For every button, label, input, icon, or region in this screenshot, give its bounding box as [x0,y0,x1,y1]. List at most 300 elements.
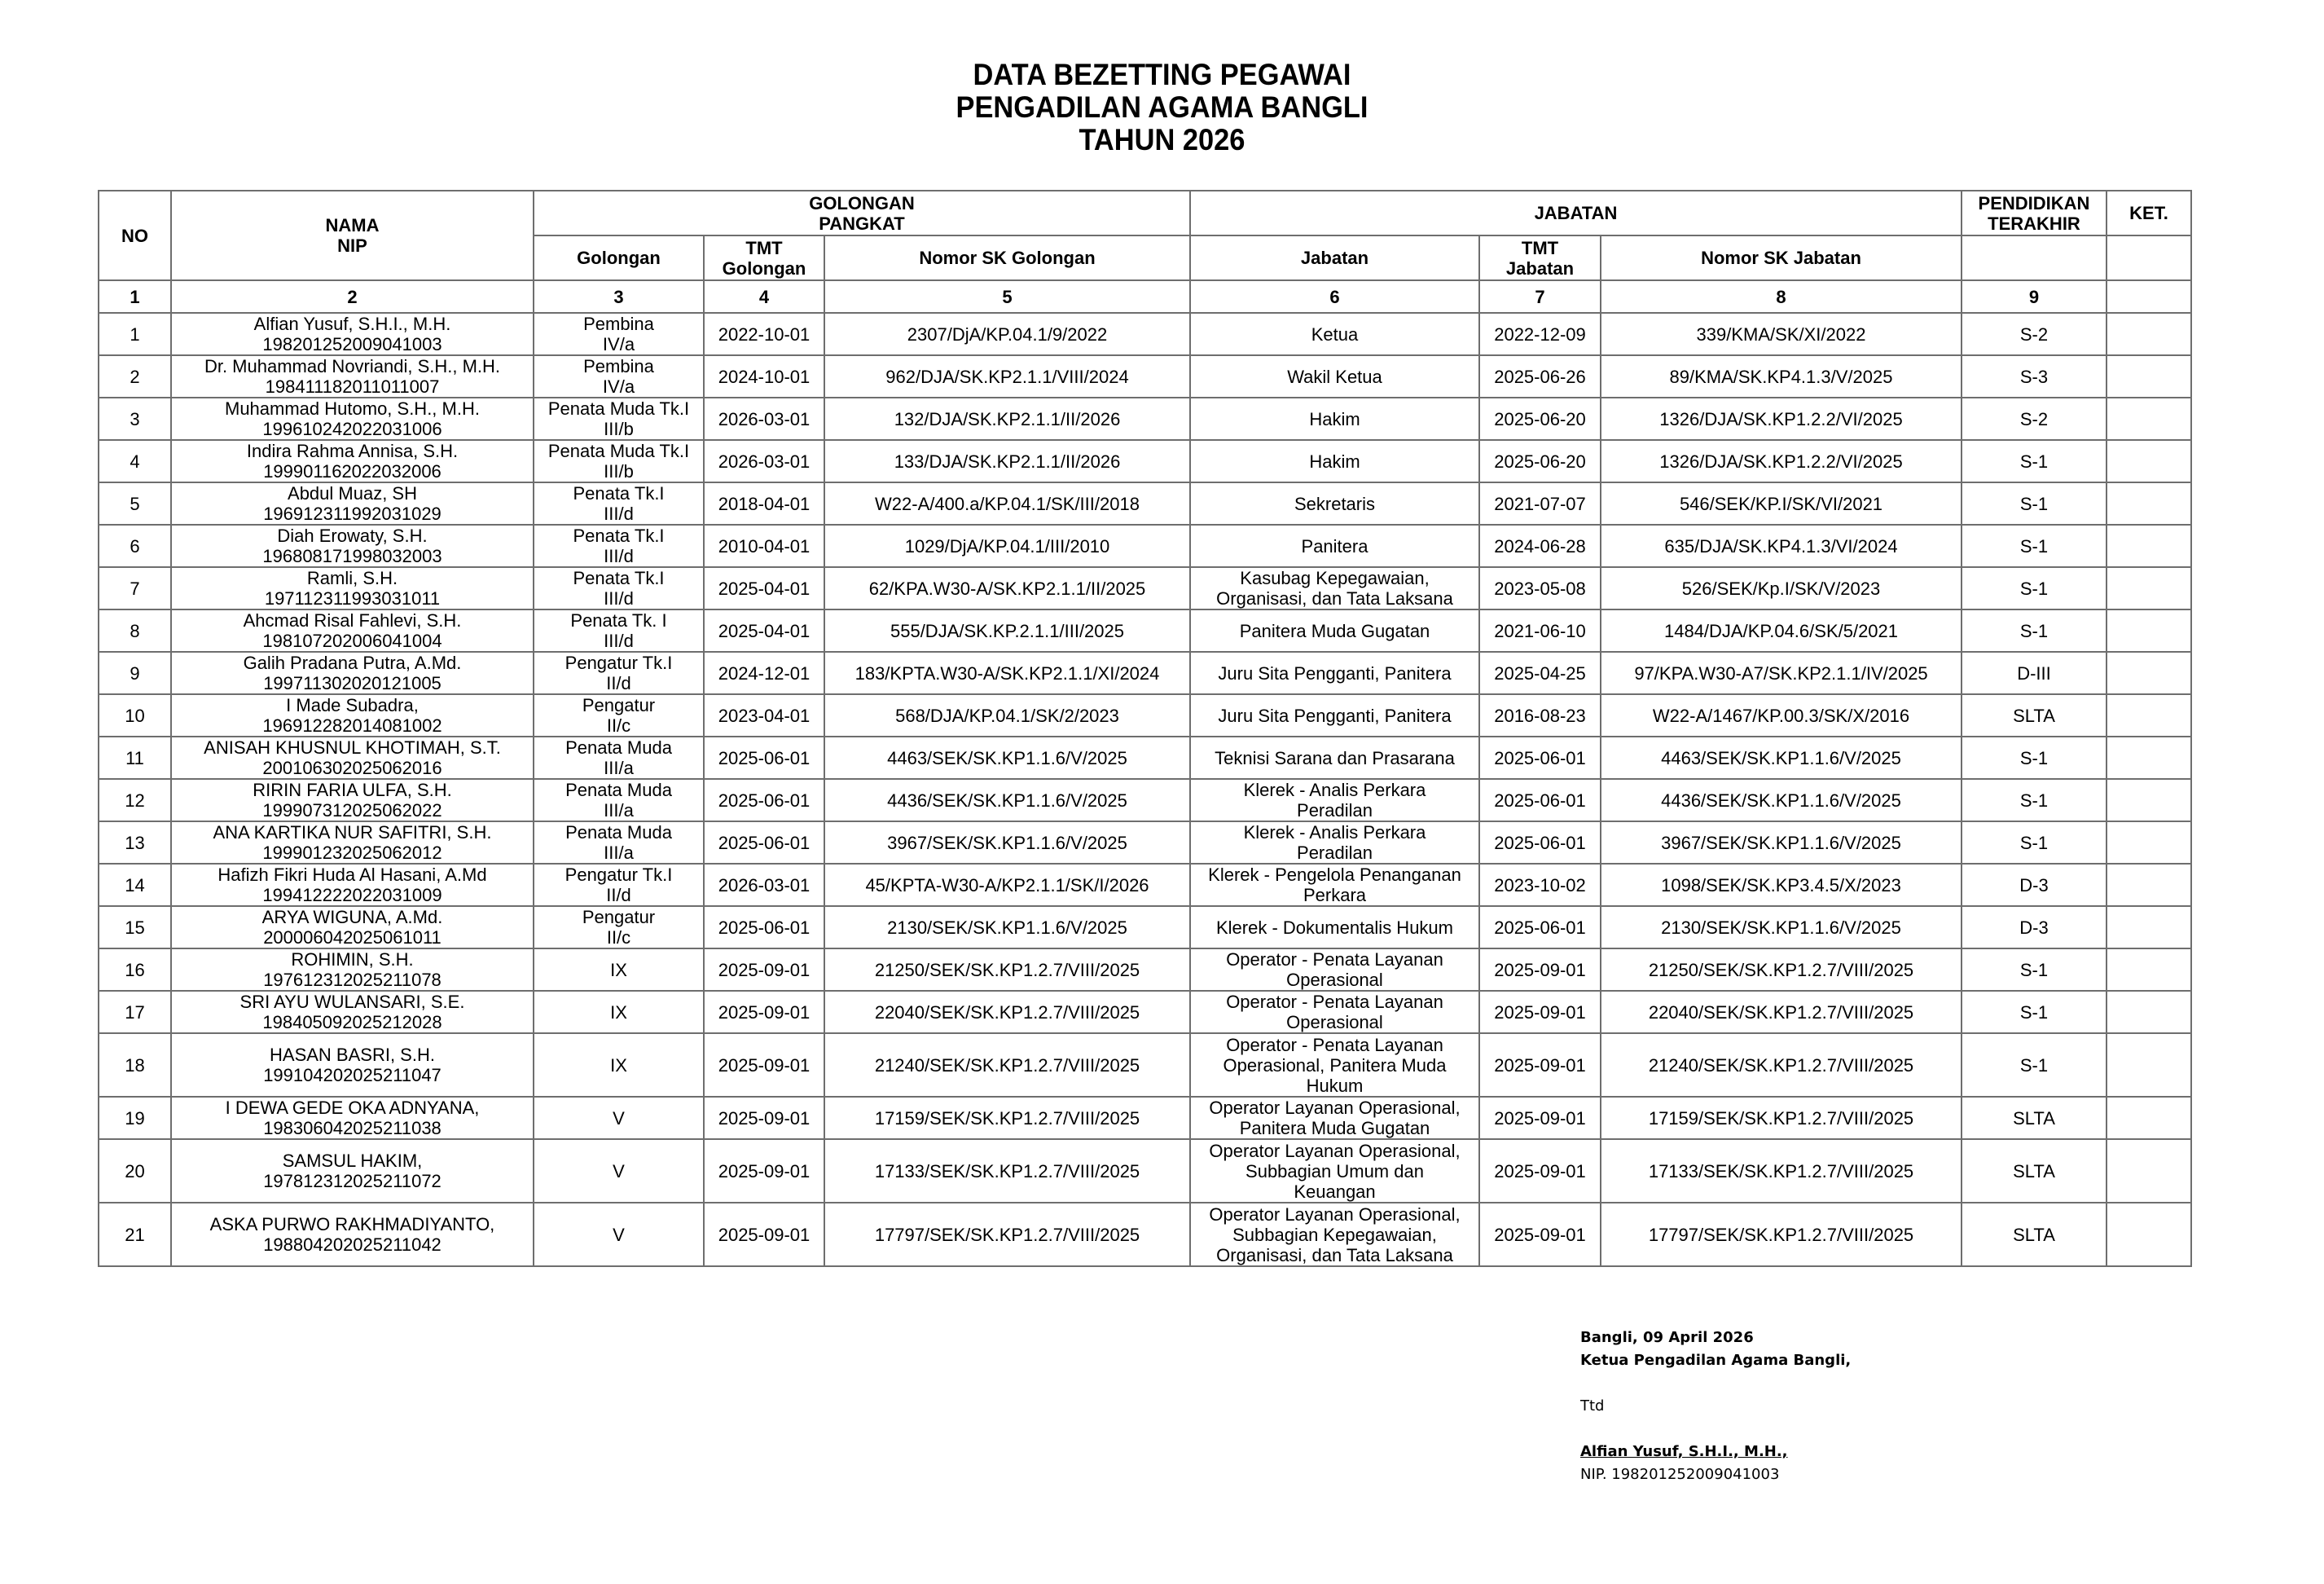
cell-tmt-jabatan: 2025-09-01 [1479,1033,1601,1097]
header-nip: NIP [337,235,367,256]
jabatan-line: Subbagian Umum dan [1245,1160,1424,1181]
cell-jabatan [1190,1139,1479,1203]
signature-ttd: Ttd [1580,1397,1605,1415]
cell-no: 19 [99,1097,171,1139]
cell-nama-nip [171,482,534,525]
cell-ket [2107,398,2191,440]
cell-tmt-jabatan: 2022-12-09 [1479,313,1601,355]
employee-nip: 197112311993031011 [264,588,441,609]
employee-nip: 198306042025211038 [263,1118,442,1138]
cell-golongan [534,567,704,609]
jabatan-line: Teknisi Sarana dan Prasarana [1215,747,1455,768]
cell-sk-golongan: 45/KPTA-W30-A/KP2.1.1/SK/I/2026 [824,864,1190,906]
golongan: IX [610,1054,627,1076]
golongan: III/d [604,504,634,524]
header-tmt-golongan-line2: Golongan [722,257,806,279]
cell-sk-golongan: 183/KPTA.W30-A/SK.KP2.1.1/XI/2024 [824,652,1190,694]
employee-name: ANISAH KHUSNUL KHOTIMAH, S.T. [204,737,501,758]
cell-tmt-golongan: 2025-04-01 [704,609,824,652]
golongan: II/c [606,927,631,948]
cell-nama-nip [171,440,534,482]
cell-sk-golongan: 2130/SEK/SK.KP1.1.6/V/2025 [824,906,1190,948]
cell-nama-nip [171,694,534,737]
cell-jabatan [1190,864,1479,906]
table-row [99,694,2191,737]
bezetting-table [98,190,2192,1267]
cell-golongan [534,1097,704,1139]
golongan: III/a [604,843,634,863]
employee-nip: 199901162022032006 [263,461,442,482]
cell-nama-nip [171,821,534,864]
cell-tmt-jabatan: 2025-06-01 [1479,779,1601,821]
employee-name: ASKA PURWO RAKHMADIYANTO, [209,1214,495,1234]
cell-pendidikan: S-1 [1962,991,2107,1033]
pangkat: Penata Muda [565,737,672,758]
cell-ket [2107,567,2191,609]
employee-name: SRI AYU WULANSARI, S.E. [239,992,465,1012]
employee-nip: 197612312025211078 [263,970,442,990]
cell-ket [2107,1203,2191,1266]
pangkat: Penata Tk.I [573,526,665,546]
employee-name: Dr. Muhammad Novriandi, S.H., M.H. [204,356,501,376]
pangkat: Penata Tk.I [573,568,665,588]
employee-nip: 197812312025211072 [263,1171,442,1191]
jabatan-line: Subbagian Kepegawaian, [1232,1224,1437,1245]
employee-nip: 198411182011011007 [265,376,440,397]
cell-nama-nip [171,1203,534,1266]
cell-jabatan [1190,440,1479,482]
cell-no: 2 [99,355,171,398]
employee-nip: 199412222022031009 [262,885,442,905]
cell-jabatan [1190,313,1479,355]
employee-nip: 198804202025211042 [263,1234,442,1255]
cell-sk-golongan: 4436/SEK/SK.KP1.1.6/V/2025 [824,779,1190,821]
cell-no: 1 [99,313,171,355]
golongan: III/b [604,419,634,439]
column-number: 5 [824,280,1190,313]
cell-no: 16 [99,948,171,991]
cell-sk-jabatan: 17159/SEK/SK.KP1.2.7/VIII/2025 [1601,1097,1962,1139]
cell-golongan [534,1033,704,1097]
cell-tmt-golongan: 2025-06-01 [704,737,824,779]
cell-golongan [534,821,704,864]
cell-sk-golongan: 22040/SEK/SK.KP1.2.7/VIII/2025 [824,991,1190,1033]
cell-pendidikan: D-3 [1962,864,2107,906]
golongan: IX [610,1001,627,1023]
cell-sk-golongan: 962/DJA/SK.KP2.1.1/VIII/2024 [824,355,1190,398]
header-ket: KET. [2107,191,2191,235]
employee-name: Abdul Muaz, SH [288,483,417,504]
golongan: III/d [604,546,634,566]
cell-ket [2107,525,2191,567]
cell-sk-jabatan: 1484/DJA/KP.04.6/SK/5/2021 [1601,609,1962,652]
employee-name: Indira Rahma Annisa, S.H. [246,441,459,461]
cell-nama-nip [171,525,534,567]
golongan: III/a [604,758,634,778]
cell-golongan [534,991,704,1033]
cell-jabatan [1190,652,1479,694]
jabatan-line: Operator Layanan Operasional, [1209,1203,1461,1225]
cell-pendidikan: S-3 [1962,355,2107,398]
employee-nip: 199907312025062022 [262,800,442,821]
cell-nama-nip [171,1139,534,1203]
employee-name: ARYA WIGUNA, A.Md. [261,907,443,927]
header-nama-nip [171,191,534,280]
cell-nama-nip [171,906,534,948]
cell-sk-golongan: 21250/SEK/SK.KP1.2.7/VIII/2025 [824,948,1190,991]
cell-tmt-golongan: 2018-04-01 [704,482,824,525]
jabatan-line: Hakim [1309,408,1360,429]
signature-name: Alfian Yusuf, S.H.I., M.H., [1580,1443,1788,1460]
table-row [99,737,2191,779]
table-row [99,398,2191,440]
header-golongan-group-line1: GOLONGAN [809,192,915,213]
pangkat: Penata Muda Tk.I [547,441,690,461]
cell-no: 17 [99,991,171,1033]
employee-nip: 198107202006041004 [262,631,442,651]
cell-sk-golongan: 3967/SEK/SK.KP1.1.6/V/2025 [824,821,1190,864]
header-tmt-golongan [704,235,824,280]
jabatan-line: Sekretaris [1294,493,1376,514]
table-row [99,1033,2191,1097]
column-number-empty [2107,280,2191,313]
cell-sk-golongan: 62/KPA.W30-A/SK.KP2.1.1/II/2025 [824,567,1190,609]
cell-no: 14 [99,864,171,906]
cell-sk-golongan: W22-A/400.a/KP.04.1/SK/III/2018 [824,482,1190,525]
cell-jabatan [1190,948,1479,991]
table-row [99,355,2191,398]
cell-sk-jabatan: 546/SEK/KP.I/SK/VI/2021 [1601,482,1962,525]
cell-tmt-jabatan: 2025-09-01 [1479,948,1601,991]
pangkat: Penata Muda [565,780,672,800]
jabatan-line: Ketua [1311,323,1359,345]
golongan: III/a [604,800,634,821]
cell-tmt-golongan: 2025-09-01 [704,1097,824,1139]
pangkat: Pembina [583,314,654,334]
header-no: NO [99,191,171,280]
title-line-2: PENGADILAN AGAMA BANGLI [956,90,1368,124]
jabatan-line: Organisasi, dan Tata Laksana [1216,1244,1453,1265]
cell-tmt-jabatan: 2025-09-01 [1479,1139,1601,1203]
column-number: 6 [1190,280,1479,313]
cell-tmt-jabatan: 2021-07-07 [1479,482,1601,525]
table-row [99,525,2191,567]
cell-golongan [534,525,704,567]
cell-sk-jabatan: 1326/DJA/SK.KP1.2.2/VI/2025 [1601,398,1962,440]
cell-tmt-golongan: 2025-06-01 [704,821,824,864]
cell-tmt-jabatan: 2025-06-20 [1479,398,1601,440]
column-number: 1 [99,280,171,313]
employee-name: SAMSUL HAKIM, [282,1151,423,1171]
pangkat: Pengatur Tk.I [565,865,673,885]
cell-sk-jabatan: 21240/SEK/SK.KP1.2.7/VIII/2025 [1601,1033,1962,1097]
column-number: 4 [704,280,824,313]
employee-name: Muhammad Hutomo, S.H., M.H. [225,398,480,419]
employee-nip: 196808171998032003 [262,546,442,566]
employee-name: Ramli, S.H. [306,568,398,588]
jabatan-line: Perkara [1303,885,1367,905]
jabatan-line: Kasubag Kepegawaian, [1240,568,1430,588]
cell-nama-nip [171,991,534,1033]
cell-nama-nip [171,1033,534,1097]
employee-nip: 200006042025061011 [263,927,442,948]
table-row [99,991,2191,1033]
cell-sk-jabatan: W22-A/1467/KP.00.3/SK/X/2016 [1601,694,1962,737]
pangkat: Penata Muda Tk.I [547,398,690,419]
cell-ket [2107,652,2191,694]
golongan: IX [610,959,627,980]
golongan: III/d [604,631,634,651]
jabatan-line: Klerek - Pengelola Penanganan [1208,865,1461,885]
golongan: IV/a [602,376,635,397]
jabatan-line: Operator - Penata Layanan [1226,992,1443,1012]
cell-pendidikan: S-1 [1962,609,2107,652]
jabatan-line: Operasional [1286,1012,1383,1032]
header-jabatan-group: JABATAN [1190,191,1962,235]
cell-no: 20 [99,1139,171,1203]
header-golongan-group-line2: PANGKAT [819,213,905,234]
cell-sk-jabatan: 4463/SEK/SK.KP1.1.6/V/2025 [1601,737,1962,779]
header-golongan: Golongan [534,235,704,280]
employee-nip: 196912311992031029 [263,504,442,524]
golongan: V [613,1107,625,1129]
cell-ket [2107,864,2191,906]
cell-jabatan [1190,525,1479,567]
jabatan-line: Klerek - Analis Perkara [1243,780,1426,800]
employee-name: I Made Subadra, [286,695,419,715]
employee-name: Galih Pradana Putra, A.Md. [243,653,462,673]
cell-tmt-jabatan: 2025-09-01 [1479,1097,1601,1139]
cell-pendidikan: D-3 [1962,906,2107,948]
jabatan-line: Operator Layanan Operasional, [1209,1098,1461,1118]
jabatan-line: Panitera Muda Gugatan [1239,620,1430,641]
signature-block [1580,1327,1851,1486]
cell-jabatan [1190,906,1479,948]
cell-jabatan [1190,694,1479,737]
cell-tmt-golongan: 2025-04-01 [704,567,824,609]
cell-no: 18 [99,1033,171,1097]
jabatan-line: Klerek - Dokumentalis Hukum [1216,917,1453,938]
jabatan-line: Keuangan [1294,1181,1376,1202]
column-number: 7 [1479,280,1601,313]
table-row [99,1097,2191,1139]
cell-sk-jabatan: 526/SEK/Kp.I/SK/V/2023 [1601,567,1962,609]
cell-tmt-golongan: 2025-09-01 [704,1033,824,1097]
cell-pendidikan: S-1 [1962,1033,2107,1097]
employee-name: ANA KARTIKA NUR SAFITRI, S.H. [213,822,492,843]
table-row [99,440,2191,482]
cell-tmt-jabatan: 2025-09-01 [1479,991,1601,1033]
cell-pendidikan: S-1 [1962,779,2107,821]
cell-tmt-jabatan: 2024-06-28 [1479,525,1601,567]
header-tmt-jabatan-line2: Jabatan [1505,257,1575,279]
cell-tmt-jabatan: 2025-06-01 [1479,821,1601,864]
jabatan-line: Operator - Penata Layanan [1226,949,1443,970]
cell-jabatan [1190,779,1479,821]
cell-nama-nip [171,609,534,652]
cell-sk-jabatan: 21250/SEK/SK.KP1.2.7/VIII/2025 [1601,948,1962,991]
cell-tmt-golongan: 2026-03-01 [704,864,824,906]
header-jabatan: Jabatan [1190,235,1479,280]
table-row [99,1139,2191,1203]
cell-ket [2107,482,2191,525]
cell-tmt-jabatan: 2025-06-26 [1479,355,1601,398]
column-number: 3 [534,280,704,313]
cell-no: 6 [99,525,171,567]
cell-sk-jabatan: 89/KMA/SK.KP4.1.3/V/2025 [1601,355,1962,398]
pangkat: Pengatur Tk.I [565,653,673,673]
cell-no: 13 [99,821,171,864]
cell-ket [2107,821,2191,864]
employee-name: Ahcmad Risal Fahlevi, S.H. [243,610,462,631]
cell-sk-golongan: 17797/SEK/SK.KP1.2.7/VIII/2025 [824,1203,1190,1266]
employee-nip: 196912282014081002 [262,715,442,736]
cell-sk-golongan: 4463/SEK/SK.KP1.1.6/V/2025 [824,737,1190,779]
cell-golongan [534,948,704,991]
cell-tmt-golongan: 2025-06-01 [704,906,824,948]
employee-nip: 198201252009041003 [262,334,442,354]
cell-sk-jabatan: 339/KMA/SK/XI/2022 [1601,313,1962,355]
pangkat: Pembina [583,356,654,376]
cell-pendidikan: S-2 [1962,313,2107,355]
golongan: IV/a [602,334,635,354]
cell-sk-jabatan: 4436/SEK/SK.KP1.1.6/V/2025 [1601,779,1962,821]
cell-sk-golongan: 1029/DjA/KP.04.1/III/2010 [824,525,1190,567]
header-pendidikan-empty [1962,235,2107,280]
header-tmt-golongan-line1: TMT [745,237,783,258]
golongan: II/c [606,715,631,736]
employee-nip: 199711302020121005 [263,673,442,693]
cell-sk-golongan: 17133/SEK/SK.KP1.2.7/VIII/2025 [824,1139,1190,1203]
header-pendidikan [1962,191,2107,235]
cell-tmt-jabatan: 2023-05-08 [1479,567,1601,609]
cell-sk-golongan: 2307/DjA/KP.04.1/9/2022 [824,313,1190,355]
cell-tmt-golongan: 2024-12-01 [704,652,824,694]
cell-golongan [534,440,704,482]
cell-pendidikan: S-1 [1962,482,2107,525]
cell-golongan [534,694,704,737]
cell-tmt-jabatan: 2025-06-01 [1479,737,1601,779]
employee-nip: 198405092025212028 [262,1012,442,1032]
cell-pendidikan: S-1 [1962,567,2107,609]
cell-tmt-golongan: 2026-03-01 [704,398,824,440]
jabatan-line: Hakim [1309,451,1360,472]
jabatan-line: Operator Layanan Operasional, [1209,1140,1461,1161]
cell-golongan [534,313,704,355]
employee-nip: 199610242022031006 [262,419,442,439]
header-ket-empty [2107,235,2191,280]
jabatan-line: Juru Sita Pengganti, Panitera [1218,705,1452,726]
table-row [99,948,2191,991]
cell-sk-jabatan: 1326/DJA/SK.KP1.2.2/VI/2025 [1601,440,1962,482]
cell-sk-golongan: 17159/SEK/SK.KP1.2.7/VIII/2025 [824,1097,1190,1139]
cell-nama-nip [171,948,534,991]
jabatan-line: Panitera Muda Gugatan [1239,1118,1430,1138]
cell-nama-nip [171,864,534,906]
cell-sk-jabatan: 1098/SEK/SK.KP3.4.5/X/2023 [1601,864,1962,906]
cell-tmt-jabatan: 2025-09-01 [1479,1203,1601,1266]
golongan: III/d [604,588,634,609]
pangkat: Pengatur [582,907,656,927]
table-row [99,864,2191,906]
employee-nip: 199901232025062012 [262,843,442,863]
cell-nama-nip [171,398,534,440]
header-nama: NAMA [325,215,380,235]
cell-ket [2107,694,2191,737]
cell-jabatan [1190,567,1479,609]
cell-ket [2107,779,2191,821]
cell-pendidikan: D-III [1962,652,2107,694]
cell-tmt-jabatan: 2023-10-02 [1479,864,1601,906]
cell-nama-nip [171,1097,534,1139]
cell-tmt-golongan: 2025-09-01 [704,1139,824,1203]
cell-tmt-golongan: 2024-10-01 [704,355,824,398]
cell-ket [2107,440,2191,482]
cell-ket [2107,1033,2191,1097]
cell-golongan [534,398,704,440]
employee-name: RIRIN FARIA ULFA, S.H. [253,780,452,800]
cell-sk-golongan: 21240/SEK/SK.KP1.2.7/VIII/2025 [824,1033,1190,1097]
pangkat: Penata Muda [565,822,672,843]
cell-pendidikan: S-1 [1962,737,2107,779]
cell-nama-nip [171,567,534,609]
cell-no: 7 [99,567,171,609]
table-row [99,313,2191,355]
cell-pendidikan: SLTA [1962,1097,2107,1139]
cell-no: 4 [99,440,171,482]
golongan: II/d [606,673,631,693]
employee-name: Alfian Yusuf, S.H.I., M.H. [253,314,451,334]
jabatan-line: Wakil Ketua [1287,366,1382,387]
cell-jabatan [1190,1033,1479,1097]
jabatan-line: Panitera [1301,535,1368,557]
cell-pendidikan: S-1 [1962,440,2107,482]
cell-sk-jabatan: 22040/SEK/SK.KP1.2.7/VIII/2025 [1601,991,1962,1033]
document-title [81,59,2243,156]
cell-sk-jabatan: 17797/SEK/SK.KP1.2.7/VIII/2025 [1601,1203,1962,1266]
header-pendidikan-line1: PENDIDIKAN [1978,192,2090,213]
cell-golongan [534,355,704,398]
cell-jabatan [1190,737,1479,779]
cell-no: 5 [99,482,171,525]
pangkat: Pengatur [582,695,656,715]
employee-nip: 200106302025062016 [262,758,442,778]
cell-sk-jabatan: 17133/SEK/SK.KP1.2.7/VIII/2025 [1601,1139,1962,1203]
table-row [99,567,2191,609]
golongan: II/d [606,885,631,905]
cell-no: 11 [99,737,171,779]
table-row [99,482,2191,525]
cell-no: 10 [99,694,171,737]
cell-tmt-jabatan: 2025-04-25 [1479,652,1601,694]
jabatan-line: Juru Sita Pengganti, Panitera [1218,662,1452,684]
cell-tmt-jabatan: 2021-06-10 [1479,609,1601,652]
cell-tmt-golongan: 2010-04-01 [704,525,824,567]
table-row [99,652,2191,694]
signature-position: Ketua Pengadilan Agama Bangli, [1580,1352,1852,1369]
header-pendidikan-line2: TERAKHIR [1988,213,2080,234]
cell-ket [2107,313,2191,355]
cell-sk-jabatan: 2130/SEK/SK.KP1.1.6/V/2025 [1601,906,1962,948]
cell-tmt-golongan: 2023-04-01 [704,694,824,737]
jabatan-line: Peradilan [1297,843,1373,863]
table-row [99,821,2191,864]
jabatan-line: Operator - Penata Layanan [1226,1034,1443,1055]
signature-nip: NIP. 198201252009041003 [1580,1466,1780,1483]
cell-ket [2107,906,2191,948]
employee-name: I DEWA GEDE OKA ADNYANA, [225,1098,480,1118]
column-number-row [99,280,2191,313]
